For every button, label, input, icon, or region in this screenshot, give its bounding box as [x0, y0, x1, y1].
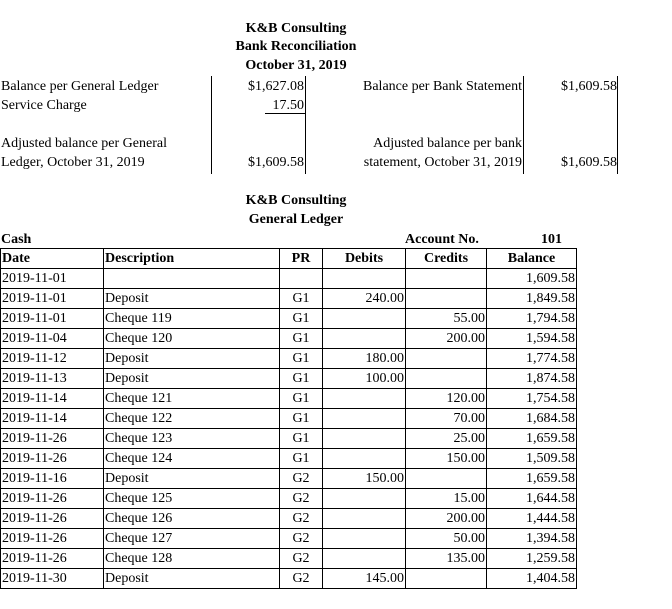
ledger-pr-cell: G2: [280, 489, 323, 509]
ledger-title: General Ledger: [248, 212, 344, 227]
account-name: Cash: [1, 232, 32, 247]
gl-adjusted-label-2: Ledger, October 31, 2019: [1, 155, 145, 170]
table-row: [1, 449, 577, 469]
ledger-pr-cell: G2: [280, 549, 323, 569]
ledger-balance-cell: 1,794.58: [487, 309, 577, 329]
ledger-description-cell: Cheque 125: [104, 489, 280, 509]
ledger-debit-cell: [323, 269, 406, 289]
ledger-debit-cell: 150.00: [323, 469, 406, 489]
ledger-credit-cell: 55.00: [406, 309, 487, 329]
ledger-header-row: [1, 249, 577, 269]
table-row: [1, 569, 577, 589]
ledger-date-cell: 2019-11-26: [1, 489, 104, 509]
ledger-credit-cell: 135.00: [406, 549, 487, 569]
ledger-description-cell: Cheque 123: [104, 429, 280, 449]
ledger-balance-cell: 1,659.58: [487, 469, 577, 489]
table-row: [1, 409, 577, 429]
recon-company: K&B Consulting: [245, 21, 347, 36]
ledger-date-cell: 2019-11-14: [1, 389, 104, 409]
account-no-label: Account No.: [405, 232, 479, 247]
table-row: [1, 329, 577, 349]
bank-balance-label: Balance per Bank Statement: [363, 79, 522, 94]
ledger-description-cell: Deposit: [104, 469, 280, 489]
table-row: [1, 269, 577, 289]
ledger-balance-cell: 1,404.58: [487, 569, 577, 589]
ledger-credit-cell: 15.00: [406, 489, 487, 509]
ledger-description-cell: Cheque 124: [104, 449, 280, 469]
ledger-date-cell: 2019-11-30: [1, 569, 104, 589]
ledger-debit-cell: 145.00: [323, 569, 406, 589]
ledger-description-cell: Cheque 119: [104, 309, 280, 329]
header-balance: Balance: [487, 249, 577, 269]
ledger-balance-cell: 1,394.58: [487, 529, 577, 549]
ledger-credit-cell: [406, 369, 487, 389]
ledger-pr-cell: G2: [280, 469, 323, 489]
gl-balance-value: $1,627.08: [248, 79, 304, 94]
ledger-pr-cell: [280, 269, 323, 289]
ledger-date-cell: 2019-11-04: [1, 329, 104, 349]
ledger-balance-cell: 1,774.58: [487, 349, 577, 369]
ledger-debit-cell: [323, 389, 406, 409]
ledger-credit-cell: 70.00: [406, 409, 487, 429]
ledger-balance-cell: 1,609.58: [487, 269, 577, 289]
ledger-pr-cell: G1: [280, 449, 323, 469]
ledger-pr-cell: G1: [280, 429, 323, 449]
ledger-credit-cell: [406, 269, 487, 289]
ledger-date-cell: 2019-11-13: [1, 369, 104, 389]
table-row: [1, 289, 577, 309]
ledger-balance-cell: 1,684.58: [487, 409, 577, 429]
ledger-pr-cell: G1: [280, 349, 323, 369]
ledger-company: K&B Consulting: [245, 193, 347, 208]
ledger-date-cell: 2019-11-26: [1, 429, 104, 449]
ledger-description-cell: Cheque 120: [104, 329, 280, 349]
recon-date: October 31, 2019: [245, 58, 347, 73]
ledger-balance-cell: 1,444.58: [487, 509, 577, 529]
ledger-date-cell: 2019-11-26: [1, 549, 104, 569]
ledger-pr-cell: G1: [280, 409, 323, 429]
ledger-date-cell: 2019-11-14: [1, 409, 104, 429]
ledger-description-cell: [104, 269, 280, 289]
ledger-balance-cell: 1,874.58: [487, 369, 577, 389]
ledger-credit-cell: [406, 469, 487, 489]
ledger-debit-cell: [323, 529, 406, 549]
ledger-description-cell: Deposit: [104, 289, 280, 309]
ledger-balance-cell: 1,259.58: [487, 549, 577, 569]
ledger-credit-cell: [406, 349, 487, 369]
ledger-date-cell: 2019-11-16: [1, 469, 104, 489]
ledger-balance-cell: 1,849.58: [487, 289, 577, 309]
ledger-debit-cell: 100.00: [323, 369, 406, 389]
service-charge-value: 17.50: [272, 98, 304, 113]
table-row: [1, 489, 577, 509]
ledger-description-cell: Cheque 127: [104, 529, 280, 549]
ledger-date-cell: 2019-11-01: [1, 309, 104, 329]
ledger-pr-cell: G1: [280, 289, 323, 309]
ledger-description-cell: Deposit: [104, 569, 280, 589]
header-date: Date: [1, 249, 104, 269]
table-row: [1, 549, 577, 569]
ledger-debit-cell: [323, 549, 406, 569]
ledger-credit-cell: 25.00: [406, 429, 487, 449]
ledger-description-cell: Deposit: [104, 349, 280, 369]
table-row: [1, 389, 577, 409]
ledger-balance-cell: 1,754.58: [487, 389, 577, 409]
ledger-pr-cell: G1: [280, 309, 323, 329]
ledger-table: [0, 248, 577, 589]
ledger-pr-cell: G2: [280, 569, 323, 589]
table-row: [1, 369, 577, 389]
header-credits: Credits: [406, 249, 487, 269]
ledger-credit-cell: [406, 289, 487, 309]
bank-adjusted-label-2: statement, October 31, 2019: [363, 155, 522, 170]
ledger-credit-cell: 50.00: [406, 529, 487, 549]
gl-adjusted-label-1: Adjusted balance per General: [1, 136, 167, 151]
table-row: [1, 529, 577, 549]
ledger-debit-cell: [323, 329, 406, 349]
ledger-pr-cell: G1: [280, 329, 323, 349]
table-row: [1, 429, 577, 449]
ledger-date-cell: 2019-11-26: [1, 449, 104, 469]
ledger-pr-cell: G2: [280, 509, 323, 529]
ledger-description-cell: Cheque 128: [104, 549, 280, 569]
table-row: [1, 469, 577, 489]
header-pr: PR: [280, 249, 323, 269]
ledger-debit-cell: 240.00: [323, 289, 406, 309]
ledger-description-cell: Cheque 121: [104, 389, 280, 409]
gl-balance-label: Balance per General Ledger: [1, 79, 159, 94]
ledger-credit-cell: 120.00: [406, 389, 487, 409]
bank-adjusted-value: $1,609.58: [561, 155, 617, 170]
ledger-debit-cell: 180.00: [323, 349, 406, 369]
ledger-date-cell: 2019-11-26: [1, 509, 104, 529]
ledger-credit-cell: 150.00: [406, 449, 487, 469]
account-no: 101: [541, 232, 562, 247]
bank-adjusted-label-1: Adjusted balance per bank: [373, 136, 522, 151]
header-debits: Debits: [323, 249, 406, 269]
table-row: [1, 309, 577, 329]
ledger-debit-cell: [323, 449, 406, 469]
recon-divider: [617, 76, 618, 174]
ledger-debit-cell: [323, 489, 406, 509]
ledger-balance-cell: 1,509.58: [487, 449, 577, 469]
ledger-debit-cell: [323, 409, 406, 429]
ledger-date-cell: 2019-11-01: [1, 289, 104, 309]
bank-balance-value: $1,609.58: [561, 79, 617, 94]
ledger-balance-cell: 1,644.58: [487, 489, 577, 509]
table-row: [1, 509, 577, 529]
ledger-balance-cell: 1,594.58: [487, 329, 577, 349]
service-charge-label: Service Charge: [1, 98, 87, 113]
ledger-description-cell: Deposit: [104, 369, 280, 389]
ledger-credit-cell: [406, 569, 487, 589]
ledger-pr-cell: G2: [280, 529, 323, 549]
ledger-description-cell: Cheque 126: [104, 509, 280, 529]
ledger-credit-cell: 200.00: [406, 509, 487, 529]
ledger-date-cell: 2019-11-12: [1, 349, 104, 369]
ledger-credit-cell: 200.00: [406, 329, 487, 349]
recon-title: Bank Reconciliation: [235, 39, 357, 54]
ledger-balance-cell: 1,659.58: [487, 429, 577, 449]
ledger-debit-cell: [323, 309, 406, 329]
ledger-pr-cell: G1: [280, 389, 323, 409]
ledger-description-cell: Cheque 122: [104, 409, 280, 429]
header-description: Description: [104, 249, 280, 269]
ledger-debit-cell: [323, 429, 406, 449]
gl-adjusted-value: $1,609.58: [248, 155, 304, 170]
ledger-debit-cell: [323, 509, 406, 529]
ledger-date-cell: 2019-11-26: [1, 529, 104, 549]
ledger-date-cell: 2019-11-01: [1, 269, 104, 289]
sum-underline: [265, 113, 305, 114]
ledger-pr-cell: G1: [280, 369, 323, 389]
table-row: [1, 349, 577, 369]
